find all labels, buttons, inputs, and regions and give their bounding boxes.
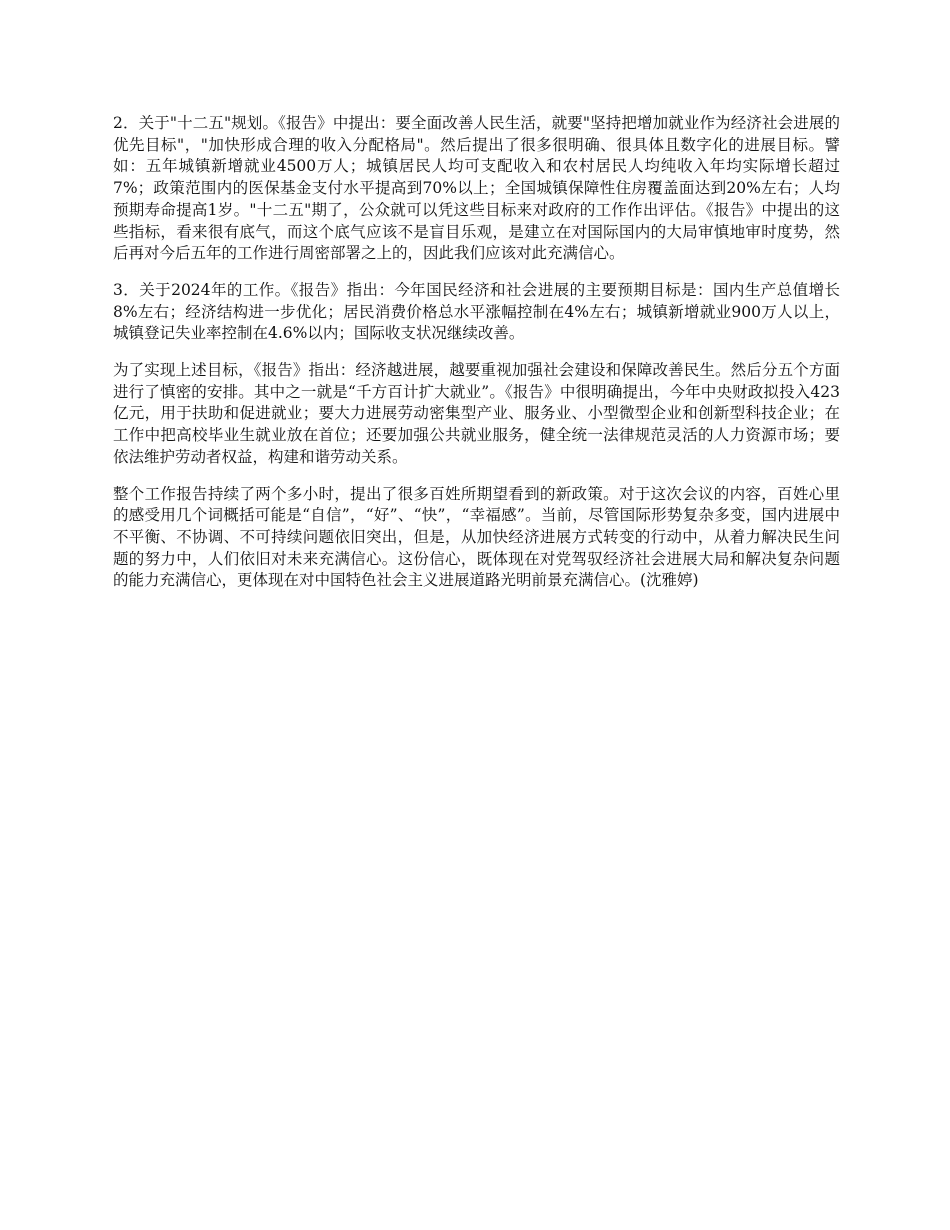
paragraph-conclusion: 整个工作报告持续了两个多小时，提出了很多百姓所期望看到的新政策。对于这次会议的内容，百姓心里的感受用几个词概括可能是“自信”，“好”、“快”，“幸福感”。当前，尽管国际形势复杂多变，国内进展中不平衡、不协调、不可持续问题依旧突出，但是，从加快经济进展方式转变的行动中，从着力解决民生问题的努力中，人们依旧对未来充满信心。这份信心，既体现在对党驾驭经济社会进展大局和解决复杂问题的能力充满信心，更体现在对中国特色社会主义进展道路光明前景充满信心。(沈雅婷) [113, 484, 840, 590]
paragraph-employment-measures: 为了实现上述目标，《报告》指出：经济越进展，越要重视加强社会建设和保障改善民生。然后分五个方面进行了慎密的安排。其中之一就是“千方百计扩大就业”。《报告》中很明确提出，今年中央财政拟投入423亿元，用于扶助和促进就业；要大力进展劳动密集型产业、服务业、小型微型企业和创新型科技企业；在工作中把高校毕业生就业放在首位；还要加强公共就业服务，健全统一法律规范灵活的人力资源市场；要依法维护劳动者权益，构建和谐劳动关系。 [113, 361, 840, 466]
document-page [113, 113, 840, 607]
paragraph-twelfth-five-year-plan: 2．关于"十二五"规划。《报告》中提出：要全面改善人民生活，就要"坚持把增加就业作为经济社会进展的优先目标"，"加快形成合理的收入分配格局"。然后提出了很多很明确、很具体且数字化的进展目标。譬如：五年城镇新增就业4500万人；城镇居民人均可支配收入和农村居民人均纯收入年均实际增长超过7%；政策范围内的医保基金支付水平提高到70%以上；全国城镇保障性住房覆盖面达到20%左右；人均预期寿命提高1岁。"十二五"期了，公众就可以凭这些目标来对政府的工作作出评估。《报告》中提出的这些指标，看来很有底气，而这个底气应该不是盲目乐观，是建立在对国际国内的大局审慎地审时度势，然后再对今后五年的工作进行周密部署之上的，因此我们应该对此充满信心。 [113, 114, 840, 263]
paragraph-2024-work: 3．关于2024年的工作。《报告》指出：今年国民经济和社会进展的主要预期目标是：国内生产总值增长8%左右；经济结构进一步优化；居民消费价格总水平涨幅控制在4%左右；城镇新增就业900万人以上，城镇登记失业率控制在4.6%以内；国际收支状况继续改善。 [113, 280, 840, 343]
